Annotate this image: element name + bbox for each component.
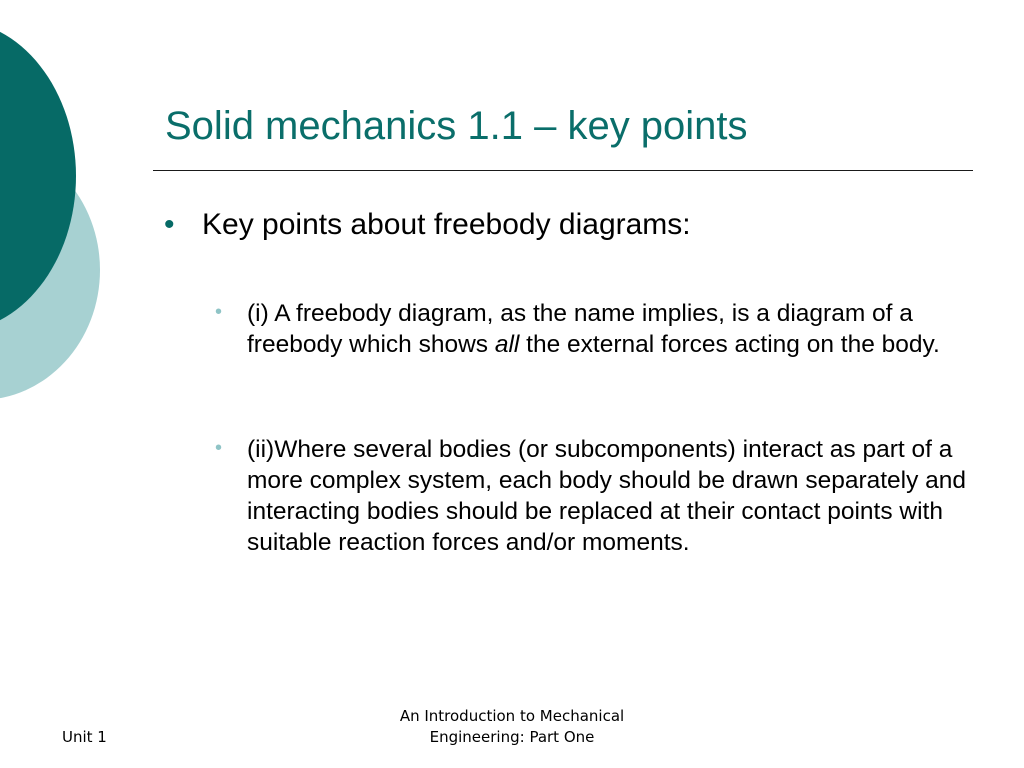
slide-title: Solid mechanics 1.1 – key points [165,104,748,148]
sub-bullet-text-1 [247,298,975,360]
sub-bullet-icon: • [215,301,223,323]
sub-bullet-text-2: (ii)Where several bodies (or subcomponents) interact as part of a more complex system, each body should be drawn separately and interacting bodies should be replaced at their contact points with suitable reaction forces and/or moments. [247,436,967,556]
sub-bullet-text-1-emphasis: all [494,331,520,358]
sub-bullet-icon: • [215,437,223,459]
sub-bullet-text-1-before: (i) A freebody diagram, as the name implies, is a diagram of a freebody which shows [247,300,913,358]
sub-bullet-item-2 [215,434,975,558]
footer-course-title [352,706,672,748]
title-divider [153,170,973,171]
bullet-icon: • [164,208,175,241]
sub-bullet-text-1-after: the external forces acting on the body. [519,331,940,358]
main-bullet-item [164,208,691,242]
footer-course-title-line1: An Introduction to Mechanical [399,707,625,725]
sub-bullet-item-1 [215,298,975,360]
footer-course-title-line2: Engineering: Part One [429,728,595,746]
main-bullet-text: Key points about freebody diagrams: [202,208,691,241]
footer-unit-label: Unit 1 [62,728,107,746]
